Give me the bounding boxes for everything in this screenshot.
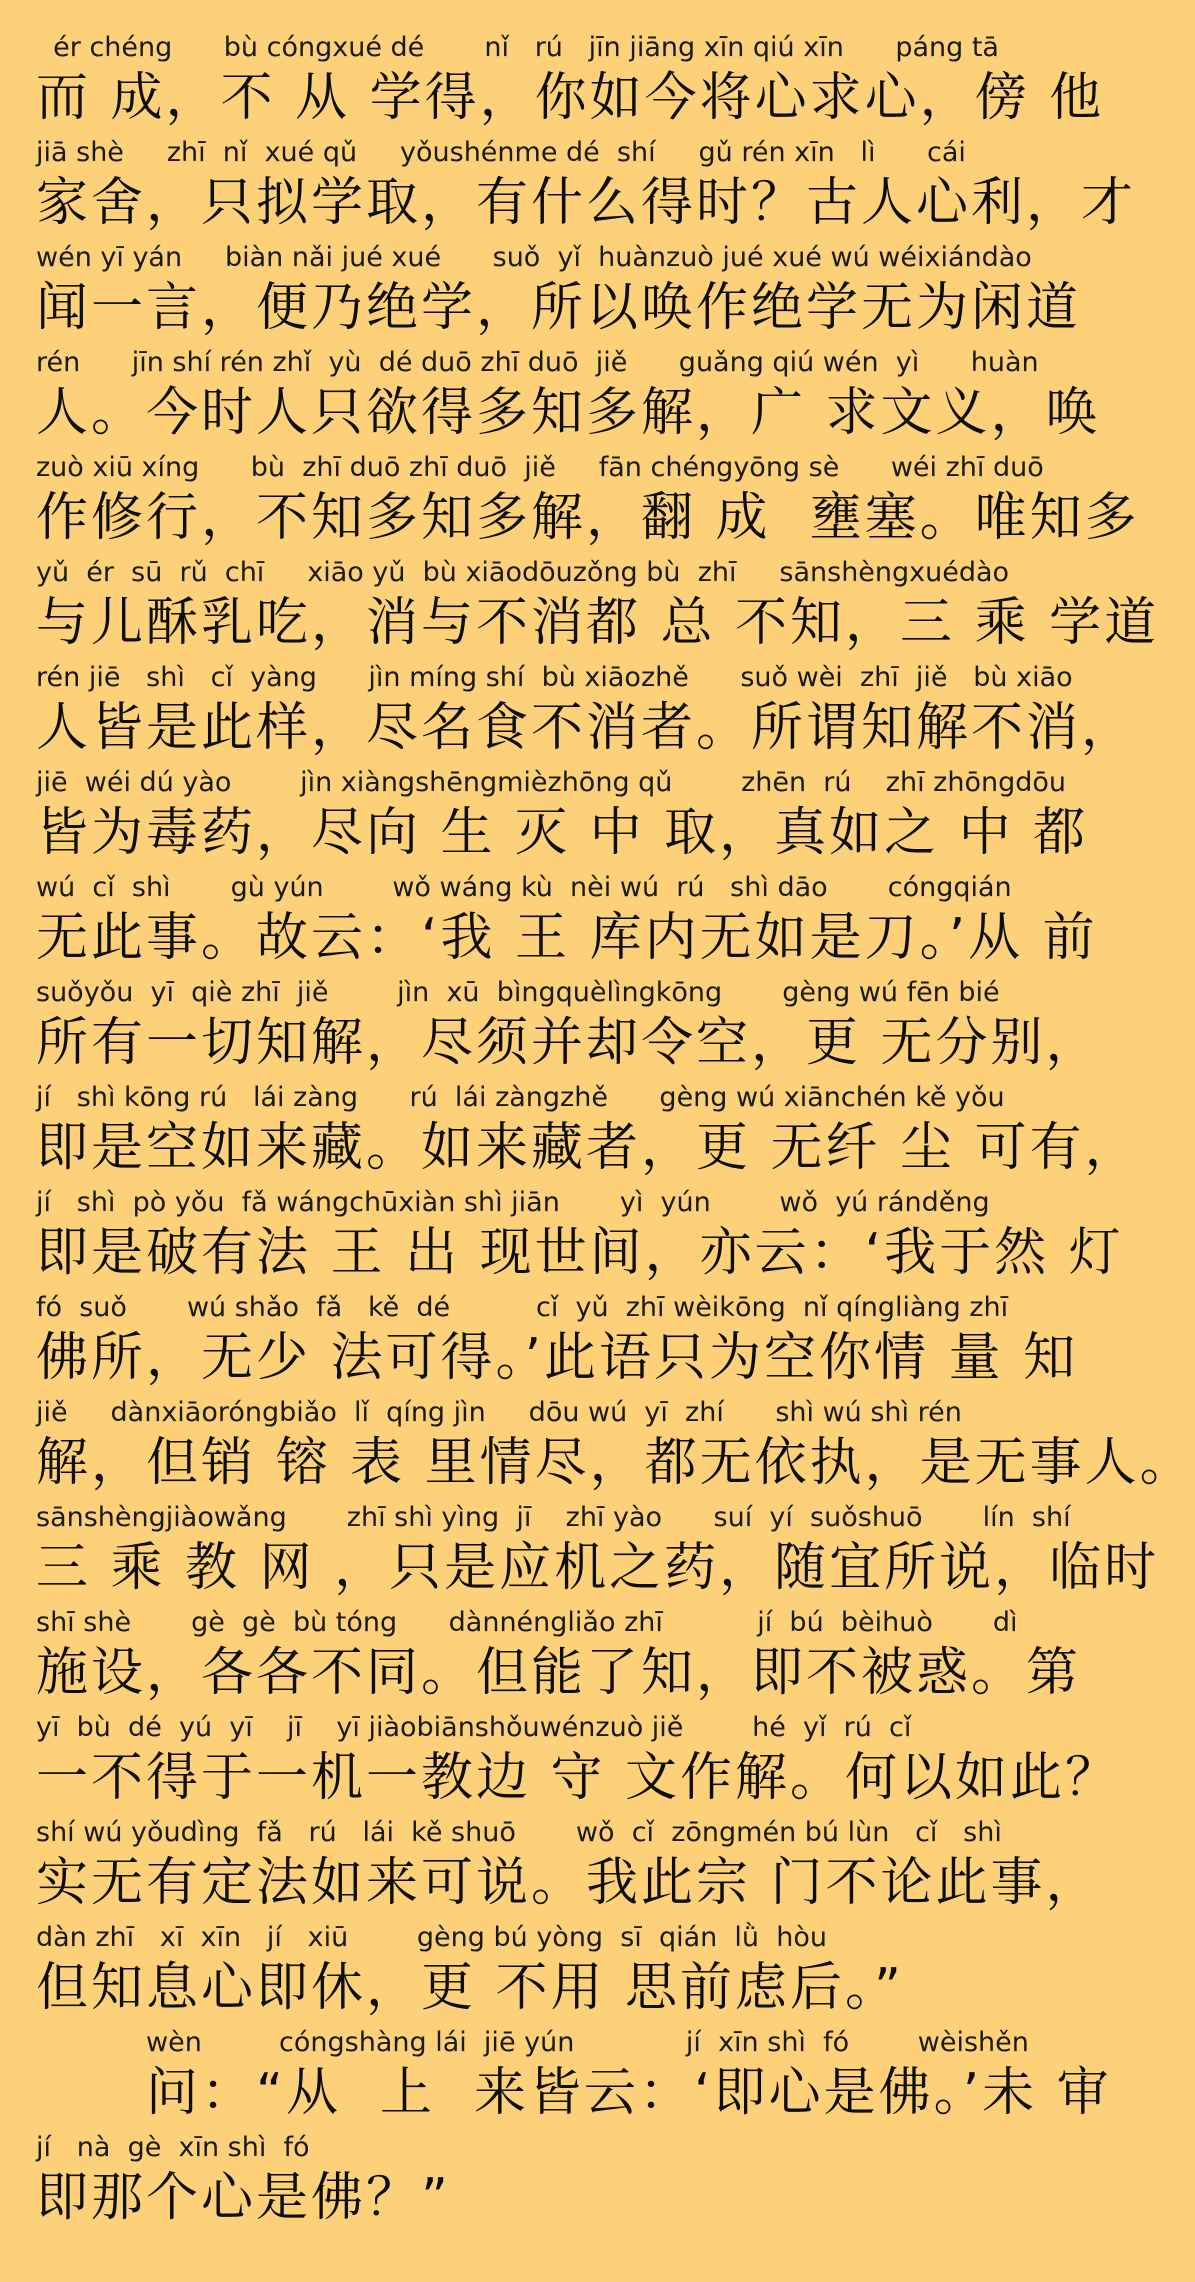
hanzi-row-9: 无此事。故云：‘我 王 库内无如是刀。’从 前 bbox=[36, 908, 1098, 968]
pinyin-row-14: jiě dànxiāoróngbiǎo lǐ qíng jìn dōu wú yī zhí shì wú shì rén bbox=[36, 1397, 962, 1428]
hanzi-row-1: 而 成，不 从 学得，你如今将心求心，傍 他 bbox=[36, 68, 1105, 128]
text-line-11 bbox=[36, 1080, 1140, 1185]
text-line-16 bbox=[36, 1605, 1082, 1710]
hanzi-row-12: 即是破有法 王 出 现世间，亦云：‘我于然 灯 bbox=[36, 1223, 1124, 1283]
pinyin-row-13: fó suǒ wú shǎo fǎ kě dé cǐ yǔ zhī wèikōng nǐ qíngliàng zhī bbox=[36, 1292, 1009, 1323]
pinyin-row-10: suǒyǒu yī qiè zhī jiě jìn xū bìngquèlìngkōng gèng wú fēn bié bbox=[36, 977, 1000, 1008]
text-line-12 bbox=[36, 1185, 1124, 1290]
text-line-13 bbox=[36, 1290, 1079, 1395]
hanzi-row-4: 人。今时人只欲得多知多解，广 求文义，唤 bbox=[36, 383, 1101, 443]
text-line-17 bbox=[36, 1710, 1121, 1815]
pinyin-row-19: dàn zhī xī xīn jí xiū gèng bú yòng sī qián lǜ hòu bbox=[36, 1922, 827, 1953]
hanzi-row-20: 问：“从 上 来皆云：‘即心是佛。’未 审 bbox=[146, 2063, 1112, 2123]
pinyin-row-20: wèn cóngshàng lái jiē yún jí xīn shì fó wèishěn bbox=[146, 2027, 1029, 2058]
hanzi-row-18: 实无有定法如来可说。我此宗 门不论此事， bbox=[36, 1853, 1101, 1913]
pinyin-row-12: jí shì pò yǒu fǎ wángchūxiàn shì jiān yì yún wǒ yú ránděng bbox=[36, 1187, 990, 1218]
pinyin-row-21: jí nà gè xīn shì fó bbox=[36, 2132, 310, 2163]
hanzi-row-19: 但知息心即休，更 不用 思前虑后。” bbox=[36, 1958, 904, 2018]
pinyin-row-15: sānshèngjiàowǎng zhī shì yìng jī zhī yào suí yí suǒshuō lín shí bbox=[36, 1502, 1071, 1533]
pinyin-row-4: rén jīn shí rén zhǐ yù dé duō zhī duō jiě guǎng qiú wén yì huàn bbox=[36, 347, 1039, 378]
text-line-9 bbox=[36, 870, 1098, 975]
text-line-18 bbox=[36, 1815, 1101, 1920]
pinyin-row-7: rén jiē shì cǐ yàng jìn míng shí bù xiāozhě suǒ wèi zhī jiě bù xiāo bbox=[36, 662, 1073, 693]
text-line-3 bbox=[36, 240, 1082, 345]
text-line-4 bbox=[36, 345, 1101, 450]
hanzi-row-17: 一不得于一机一教边 守 文作解。何以如此？ bbox=[36, 1748, 1121, 1808]
pinyin-row-6: yǔ ér sū rǔ chī xiāo yǔ bù xiāodōuzǒng bù zhī sānshèngxuédào bbox=[36, 557, 1010, 588]
text-line-6 bbox=[36, 555, 1160, 660]
hanzi-row-13: 佛所，无少 法可得。’此语只为空你情 量 知 bbox=[36, 1328, 1079, 1388]
text-line-19 bbox=[36, 1920, 1044, 2025]
hanzi-row-15: 三 乘 教 网 ，只是应机之药，随宜所说，临时 bbox=[36, 1538, 1160, 1598]
hanzi-row-8: 皆为毒药，尽向 生 灭 中 取，真如之 中 都 bbox=[36, 803, 1089, 863]
pinyin-row-18: shí wú yǒudìng fǎ rú lái kě shuō wǒ cǐ zōngmén bú lùn cǐ shì bbox=[36, 1817, 1002, 1848]
hanzi-row-5: 作修行，不知多知多解，翻 成 壅塞。唯知多 bbox=[36, 488, 1140, 548]
pinyin-row-9: wú cǐ shì gù yún wǒ wáng kù nèi wú rú shì dāo cóngqián bbox=[36, 872, 1012, 903]
hanzi-row-6: 与儿酥乳吃，消与不消都 总 不知，三 乘 学道 bbox=[36, 593, 1160, 653]
text-line-21 bbox=[36, 2130, 1044, 2235]
hanzi-row-2: 家舍，只拟学取，有什么得时？古人心利，才 bbox=[36, 173, 1137, 233]
pinyin-row-8: jiē wéi dú yào jìn xiàngshēngmièzhōng qǔ zhēn rú zhī zhōngdōu bbox=[36, 767, 1066, 798]
hanzi-row-14: 解，但销 镕 表 里情尽，都无依执，是无事人。 bbox=[36, 1433, 1195, 1493]
pinyin-row-5: zuò xiū xíng bù zhī duō zhī duō jiě fān chéngyōng sè wéi zhī duō bbox=[36, 452, 1044, 483]
hanzi-row-11: 即是空如来藏。如来藏者，更 无纤 尘 可有， bbox=[36, 1118, 1140, 1178]
text-line-20 bbox=[36, 2025, 1112, 2130]
text-line-14 bbox=[36, 1395, 1195, 1500]
hanzi-row-3: 闻一言，便乃绝学，所以唤作绝学无为闲道 bbox=[36, 278, 1082, 338]
hanzi-row-10: 所有一切知解，尽须并却令空，更 无分别， bbox=[36, 1013, 1101, 1073]
pinyin-row-3: wén yī yán biàn nǎi jué xué suǒ yǐ huànzuò jué xué wú wéixiándào bbox=[36, 242, 1032, 273]
text-line-10 bbox=[36, 975, 1101, 1080]
text-line-15 bbox=[36, 1500, 1160, 1605]
text-line-7 bbox=[36, 660, 1137, 765]
pinyin-row-2: jiā shè zhī nǐ xué qǔ yǒushénme dé shí gǔ rén xīn lì cái bbox=[36, 137, 966, 168]
text-line-5 bbox=[36, 450, 1140, 555]
hanzi-row-21: 即那个心是佛？” bbox=[36, 2168, 451, 2228]
pinyin-row-17: yī bù dé yú yī jī yī jiàobiānshǒuwénzuò jiě hé yǐ rú cǐ bbox=[36, 1712, 912, 1743]
pinyin-row-11: jí shì kōng rú lái zàng rú lái zàngzhě gèng wú xiānchén kě yǒu bbox=[36, 1082, 1005, 1113]
pinyin-row-1: ér chéng bù cóngxué dé nǐ rú jīn jiāng xīn qiú xīn páng tā bbox=[36, 32, 999, 63]
pinyin-row-16: shī shè gè gè bù tóng dànnéngliǎo zhī jí bú bèihuò dì bbox=[36, 1607, 1018, 1638]
text-line-2 bbox=[36, 135, 1137, 240]
text-line-8 bbox=[36, 765, 1089, 870]
text-line-1 bbox=[36, 30, 1105, 135]
hanzi-row-7: 人皆是此样，尽名食不消者。所谓知解不消， bbox=[36, 698, 1137, 758]
hanzi-row-16: 施设，各各不同。但能了知，即不被惑。第 bbox=[36, 1643, 1082, 1703]
